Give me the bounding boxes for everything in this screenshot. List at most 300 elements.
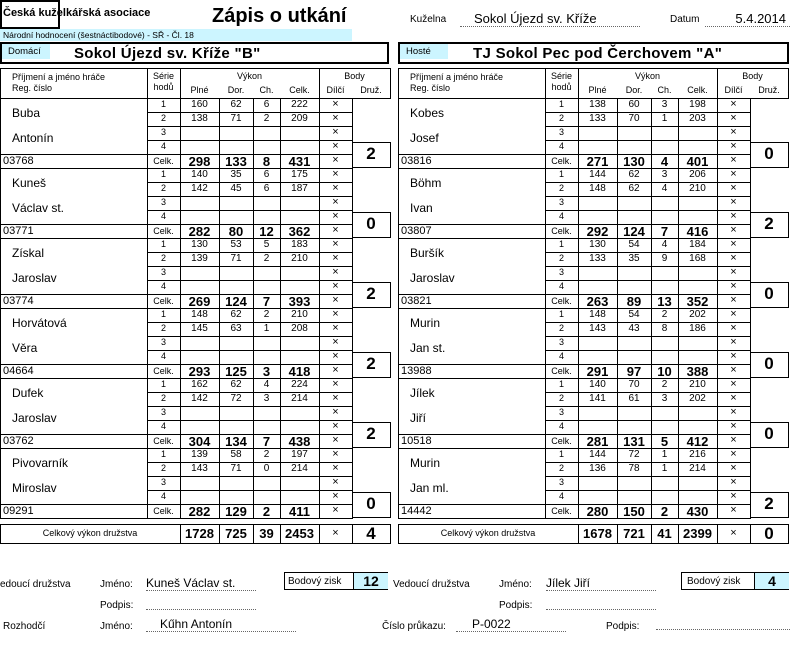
series-total-label: Celk. xyxy=(153,226,174,236)
celk-cell xyxy=(280,336,320,351)
ch-cell xyxy=(651,350,679,365)
celk-cell xyxy=(280,126,320,141)
dor-cell xyxy=(617,476,652,491)
series-plne-value: 136 xyxy=(589,463,606,474)
away-leader-label: Vedoucí družstva xyxy=(393,579,470,590)
series-number: 3 xyxy=(558,127,564,137)
dilci-x-mark: × xyxy=(730,238,737,250)
date-value: 5.4.2014 xyxy=(705,11,790,27)
ch-cell xyxy=(651,476,679,491)
player-total-dor: 130 xyxy=(623,154,645,169)
ch-cell xyxy=(651,140,679,155)
player-total-dor: 89 xyxy=(626,294,642,309)
dor-cell xyxy=(617,490,652,505)
player-total-plne: 292 xyxy=(586,224,609,239)
dilci-x-mark: × xyxy=(332,448,339,460)
dilci-x-mark: × xyxy=(730,448,737,460)
dilci-x-mark: × xyxy=(332,224,339,236)
dilci-x-mark: × xyxy=(332,504,339,516)
player-surname: Získal xyxy=(12,246,45,260)
series-dor-value: 58 xyxy=(230,449,242,460)
dilci-x-mark: × xyxy=(332,196,339,208)
dilci-x-mark: × xyxy=(332,238,339,250)
celk-cell xyxy=(678,140,718,155)
player-total-dor: 97 xyxy=(626,364,642,379)
dor-cell xyxy=(617,196,652,211)
player-total-celk: 416 xyxy=(686,224,709,239)
team-total-label: Celkový výkon družstva xyxy=(440,528,536,538)
dilci-x-mark: × xyxy=(730,126,737,138)
series-ch-value: 0 xyxy=(263,463,270,474)
series-dor-value: 62 xyxy=(628,169,640,180)
series-dor-value: 35 xyxy=(230,169,242,180)
series-celk-value: 224 xyxy=(291,379,308,390)
series-dor-value: 72 xyxy=(230,393,242,404)
series-number: 4 xyxy=(160,491,166,501)
away-score-table xyxy=(398,68,790,568)
series-number: 3 xyxy=(160,267,166,277)
player-total-plne: 291 xyxy=(586,364,609,379)
series-dor-value: 53 xyxy=(230,239,242,250)
series-celk-value: 197 xyxy=(291,449,308,460)
player-total-celk: 438 xyxy=(288,434,311,449)
series-dor-value: 60 xyxy=(628,99,640,110)
player-total-ch: 10 xyxy=(657,364,672,379)
series-total-label: Celk. xyxy=(153,156,174,166)
rating-note: Národní hodnocení (šestnáctibodové) - SŘ - Čl. 18 xyxy=(0,29,352,41)
plne-cell xyxy=(180,406,220,421)
dilci-x-mark: × xyxy=(332,392,339,404)
ch-cell xyxy=(651,406,679,421)
player-total-celk: 418 xyxy=(288,364,311,379)
series-total-label: Celk. xyxy=(153,436,174,446)
dilci-x-mark: × xyxy=(332,280,339,292)
away-team-bar xyxy=(398,42,789,64)
dilci-x-mark: × xyxy=(730,210,737,222)
player-points-value: 0 xyxy=(764,284,774,303)
player-total-plne: 281 xyxy=(586,434,609,449)
celk-cell xyxy=(678,476,718,491)
dilci-x-mark: × xyxy=(332,364,339,376)
player-total-dor: 129 xyxy=(225,504,247,519)
dilci-x-mark: × xyxy=(730,294,737,306)
series-ch-value: 2 xyxy=(263,113,270,124)
ch-cell xyxy=(253,266,281,281)
ch-cell xyxy=(253,420,281,435)
player-reg-number: 14442 xyxy=(401,505,432,517)
player-reg-number: 10518 xyxy=(401,435,432,447)
druz-header-label: Druž. xyxy=(758,85,780,95)
dilci-x-mark: × xyxy=(332,462,339,474)
series-celk-value: 183 xyxy=(291,239,308,250)
series-celk-value: 198 xyxy=(689,99,706,110)
player-total-dor: 124 xyxy=(623,224,645,239)
plne-header-label: Plné xyxy=(190,85,209,95)
reg-header-label: Reg. číslo xyxy=(410,83,451,93)
plne-cell xyxy=(578,350,618,365)
dilci-x-mark: × xyxy=(730,112,737,124)
ch-cell xyxy=(651,490,679,505)
series-total-label: Celk. xyxy=(551,226,572,236)
player-total-celk: 431 xyxy=(288,154,311,169)
series-plne-value: 139 xyxy=(191,253,208,264)
series-ch-value: 2 xyxy=(263,253,270,264)
dilci-x-mark: × xyxy=(332,210,339,222)
series-dor-value: 61 xyxy=(628,393,640,404)
player-points-value: 2 xyxy=(366,284,376,303)
player-total-ch: 7 xyxy=(262,434,271,449)
player-points-value: 0 xyxy=(366,214,376,233)
away-points-label: Bodový zisk xyxy=(687,576,741,587)
dor-cell xyxy=(617,126,652,141)
celk-cell xyxy=(678,420,718,435)
dilci-x-mark: × xyxy=(730,308,737,320)
player-firstname: Věra xyxy=(12,341,38,355)
dilci-x-mark: × xyxy=(332,490,339,502)
series-number: 1 xyxy=(160,379,166,389)
dilci-x-mark: × xyxy=(730,490,737,502)
series-plne-value: 144 xyxy=(589,169,606,180)
druz-header-label: Druž. xyxy=(360,85,382,95)
series-number: 4 xyxy=(558,281,564,291)
plne-cell xyxy=(578,406,618,421)
celk-cell xyxy=(280,406,320,421)
plne-cell xyxy=(578,210,618,225)
dor-cell xyxy=(617,140,652,155)
player-firstname: Jan st. xyxy=(410,341,446,355)
player-total-plne: 263 xyxy=(586,294,609,309)
series-ch-value: 9 xyxy=(661,253,668,264)
plne-cell xyxy=(180,336,220,351)
series-celk-value: 202 xyxy=(689,309,706,320)
series-celk-value: 214 xyxy=(291,463,308,474)
series-ch-value: 3 xyxy=(661,393,668,404)
player-total-ch: 3 xyxy=(262,364,271,379)
series-celk-value: 184 xyxy=(689,239,706,250)
dilci-x-mark: × xyxy=(730,322,737,334)
ch-cell xyxy=(253,490,281,505)
team-total-dor: 721 xyxy=(623,526,645,541)
ch-cell xyxy=(651,280,679,295)
player-total-dor: 80 xyxy=(228,224,244,239)
series-number: 4 xyxy=(160,211,166,221)
ch-cell xyxy=(253,140,281,155)
dilci-x-mark: × xyxy=(730,462,737,474)
dor-cell xyxy=(219,476,254,491)
celk-cell xyxy=(678,266,718,281)
player-reg-number: 03774 xyxy=(3,295,34,307)
series-celk-value: 187 xyxy=(291,183,308,194)
team-total-label: Celkový výkon družstva xyxy=(42,528,138,538)
series-number: 4 xyxy=(558,351,564,361)
referee-name: Kűhn Antonín xyxy=(146,617,296,632)
plne-cell xyxy=(180,476,220,491)
series-dor-value: 62 xyxy=(628,183,640,194)
series-number: 4 xyxy=(558,141,564,151)
player-points-value: 2 xyxy=(764,494,774,513)
series-dor-value: 71 xyxy=(230,113,242,124)
away-label: Hosté xyxy=(400,44,448,59)
venue-value: Sokol Újezd sv. Kříže xyxy=(460,11,640,27)
dor-cell xyxy=(219,490,254,505)
player-points-value: 2 xyxy=(366,144,376,163)
series-dor-value: 45 xyxy=(230,183,242,194)
dilci-x-mark: × xyxy=(730,336,737,348)
dilci-x-mark: × xyxy=(730,476,737,488)
series-plne-value: 130 xyxy=(589,239,606,250)
dilci-x-mark: × xyxy=(730,98,737,110)
series-ch-value: 6 xyxy=(263,183,270,194)
celk-cell xyxy=(678,406,718,421)
series-dor-value: 62 xyxy=(230,379,242,390)
dor-cell xyxy=(219,336,254,351)
series-number: 1 xyxy=(558,379,564,389)
celk-cell xyxy=(678,350,718,365)
series-plne-value: 160 xyxy=(191,99,208,110)
player-points-value: 2 xyxy=(366,354,376,373)
plne-cell xyxy=(180,350,220,365)
referee-label: Rozhodčí xyxy=(3,621,46,632)
player-surname: Kobes xyxy=(410,106,445,120)
series-number: 1 xyxy=(558,99,564,109)
series-number: 1 xyxy=(160,309,166,319)
series-total-label: Celk. xyxy=(551,506,572,516)
celk-cell xyxy=(280,476,320,491)
player-surname: Kuneš xyxy=(12,176,47,190)
series-ch-value: 4 xyxy=(661,239,668,250)
series-number: 3 xyxy=(160,197,166,207)
team-total-points: 0 xyxy=(764,524,774,543)
dor-cell xyxy=(617,420,652,435)
celk-cell xyxy=(678,490,718,505)
player-points-value: 0 xyxy=(366,494,376,513)
series-number: 1 xyxy=(558,239,564,249)
player-surname: Murin xyxy=(410,456,441,470)
series-plne-value: 148 xyxy=(191,309,208,320)
player-total-celk: 388 xyxy=(686,364,709,379)
dor-cell xyxy=(219,140,254,155)
plne-cell xyxy=(180,420,220,435)
series-dor-value: 35 xyxy=(628,253,640,264)
celk-cell xyxy=(678,126,718,141)
venue-label: Kuželna xyxy=(410,14,447,25)
player-reg-number: 03762 xyxy=(3,435,34,447)
player-header-label: Příjmení a jméno hráče xyxy=(410,72,504,82)
dor-cell xyxy=(219,280,254,295)
plne-cell xyxy=(180,126,220,141)
referee-name-label: Jméno: xyxy=(100,621,133,632)
series-number: 3 xyxy=(160,127,166,137)
player-total-dor: 125 xyxy=(225,364,247,379)
plne-cell xyxy=(578,280,618,295)
player-total-plne: 280 xyxy=(586,504,609,519)
player-total-celk: 352 xyxy=(686,294,709,309)
series-dor-value: 62 xyxy=(230,99,242,110)
series-dor-value: 62 xyxy=(230,309,242,320)
body-header-label: Body xyxy=(344,71,365,81)
celk-cell xyxy=(678,336,718,351)
dilci-x-mark: × xyxy=(332,168,339,180)
form-header xyxy=(0,0,352,40)
player-total-ch: 2 xyxy=(660,504,669,519)
dor-cell xyxy=(617,280,652,295)
series-number: 4 xyxy=(160,281,166,291)
dilci-x-mark: × xyxy=(730,154,737,166)
series-plne-value: 142 xyxy=(191,183,208,194)
player-surname: Dufek xyxy=(12,386,44,400)
dor-header-label: Dor. xyxy=(625,85,643,95)
home-sign-line[interactable] xyxy=(146,597,256,610)
plne-cell xyxy=(180,266,220,281)
home-points-box xyxy=(284,572,388,590)
series-ch-value: 5 xyxy=(263,239,270,250)
home-name-label: Jméno: xyxy=(100,579,133,590)
dilci-x-mark: × xyxy=(730,378,737,390)
series-dor-value: 54 xyxy=(628,239,640,250)
series-plne-value: 143 xyxy=(589,323,606,334)
series-celk-value: 222 xyxy=(291,99,308,110)
player-total-ch: 2 xyxy=(262,504,271,519)
dilci-x-mark: × xyxy=(730,364,737,376)
celk-header-label: Celk. xyxy=(289,85,310,95)
series-dor-value: 54 xyxy=(628,309,640,320)
plne-cell xyxy=(180,140,220,155)
player-total-celk: 412 xyxy=(686,434,709,449)
player-total-celk: 430 xyxy=(686,504,709,519)
home-team-bar xyxy=(0,42,389,64)
ch-cell xyxy=(651,196,679,211)
player-total-ch: 8 xyxy=(262,154,271,169)
away-sign-line[interactable] xyxy=(546,597,656,610)
player-total-ch: 7 xyxy=(660,224,669,239)
home-leader-name: Kuneš Václav st. xyxy=(146,576,256,591)
series-celk-value: 209 xyxy=(291,113,308,124)
player-total-plne: 304 xyxy=(188,434,211,449)
series-plne-value: 130 xyxy=(191,239,208,250)
player-total-plne: 282 xyxy=(188,224,211,239)
celk-cell xyxy=(280,210,320,225)
dor-cell xyxy=(617,350,652,365)
series-ch-value: 1 xyxy=(661,113,668,124)
series-plne-value: 133 xyxy=(589,113,606,124)
series-ch-value: 1 xyxy=(263,323,270,334)
series-total-label: Celk. xyxy=(551,436,572,446)
player-firstname: Jan ml. xyxy=(410,481,449,495)
dilci-x-mark: × xyxy=(332,336,339,348)
series-dor-value: 71 xyxy=(230,463,242,474)
series-ch-value: 2 xyxy=(661,379,668,390)
series-number: 2 xyxy=(558,463,564,473)
player-reg-number: 03821 xyxy=(401,295,432,307)
plne-cell xyxy=(578,266,618,281)
player-reg-number: 03768 xyxy=(3,155,34,167)
player-total-ch: 13 xyxy=(657,294,672,309)
plne-cell xyxy=(180,210,220,225)
series-number: 4 xyxy=(160,141,166,151)
dilci-x-mark: × xyxy=(730,140,737,152)
team-total-dor: 725 xyxy=(225,526,247,541)
series-ch-value: 6 xyxy=(263,169,270,180)
player-total-dor: 133 xyxy=(225,154,247,169)
home-label: Domácí xyxy=(2,44,50,59)
player-surname: Böhm xyxy=(410,176,442,190)
series-ch-value: 2 xyxy=(263,449,270,460)
player-total-dor: 131 xyxy=(623,434,645,449)
series-number: 4 xyxy=(558,421,564,431)
dilci-x-mark: × xyxy=(332,126,339,138)
dilci-x-mark: × xyxy=(730,252,737,264)
plne-cell xyxy=(578,476,618,491)
series-dor-value: 43 xyxy=(628,323,640,334)
series-number: 3 xyxy=(558,267,564,277)
team-total-ch: 39 xyxy=(259,526,274,541)
series-plne-value: 139 xyxy=(191,449,208,460)
series-number: 2 xyxy=(558,183,564,193)
series-number: 3 xyxy=(558,477,564,487)
player-total-plne: 298 xyxy=(188,154,211,169)
series-celk-value: 175 xyxy=(291,169,308,180)
dilci-x-mark: × xyxy=(332,406,339,418)
ch-cell xyxy=(651,336,679,351)
series-ch-value: 2 xyxy=(661,309,668,320)
ch-header-label: Ch. xyxy=(657,85,672,95)
plne-cell xyxy=(180,196,220,211)
player-reg-number: 09291 xyxy=(3,505,34,517)
dilci-x-mark: × xyxy=(332,182,339,194)
player-surname: Pivovarník xyxy=(12,456,69,470)
series-plne-value: 140 xyxy=(589,379,606,390)
series-celk-value: 214 xyxy=(291,393,308,404)
dilci-x-mark: × xyxy=(332,378,339,390)
ch-cell xyxy=(253,350,281,365)
player-firstname: Jaroslav xyxy=(12,411,57,425)
series-header-label: Série hodů xyxy=(152,71,174,92)
ch-cell xyxy=(651,266,679,281)
celk-cell xyxy=(280,420,320,435)
dor-cell xyxy=(617,266,652,281)
dilci-x-mark: × xyxy=(332,322,339,334)
series-number: 3 xyxy=(558,337,564,347)
team-total-celk: 2399 xyxy=(683,526,712,541)
series-header-label: Série hodů xyxy=(550,71,572,92)
dilci-x-mark: × xyxy=(730,504,737,516)
series-number: 2 xyxy=(558,323,564,333)
player-surname: Murin xyxy=(410,316,441,330)
series-number: 2 xyxy=(160,253,166,263)
series-plne-value: 148 xyxy=(589,309,606,320)
dor-cell xyxy=(219,420,254,435)
player-total-dor: 150 xyxy=(623,504,645,519)
series-celk-value: 203 xyxy=(689,113,706,124)
series-celk-value: 206 xyxy=(689,169,706,180)
series-number: 3 xyxy=(558,407,564,417)
series-number: 2 xyxy=(160,323,166,333)
series-ch-value: 8 xyxy=(661,323,668,334)
celk-header-label: Celk. xyxy=(687,85,708,95)
series-plne-value: 140 xyxy=(191,169,208,180)
player-total-plne: 293 xyxy=(188,364,211,379)
player-total-plne: 282 xyxy=(188,504,211,519)
player-firstname: Jaroslav xyxy=(12,271,57,285)
referee-sign-line[interactable] xyxy=(656,617,790,630)
player-firstname: Václav st. xyxy=(12,201,65,215)
vykon-header-label: Výkon xyxy=(634,71,660,81)
dilci-x-mark: × xyxy=(730,406,737,418)
team-total-points: 4 xyxy=(366,524,376,543)
series-celk-value: 210 xyxy=(291,253,308,264)
away-points-box xyxy=(681,572,789,590)
player-total-celk: 411 xyxy=(289,504,310,519)
